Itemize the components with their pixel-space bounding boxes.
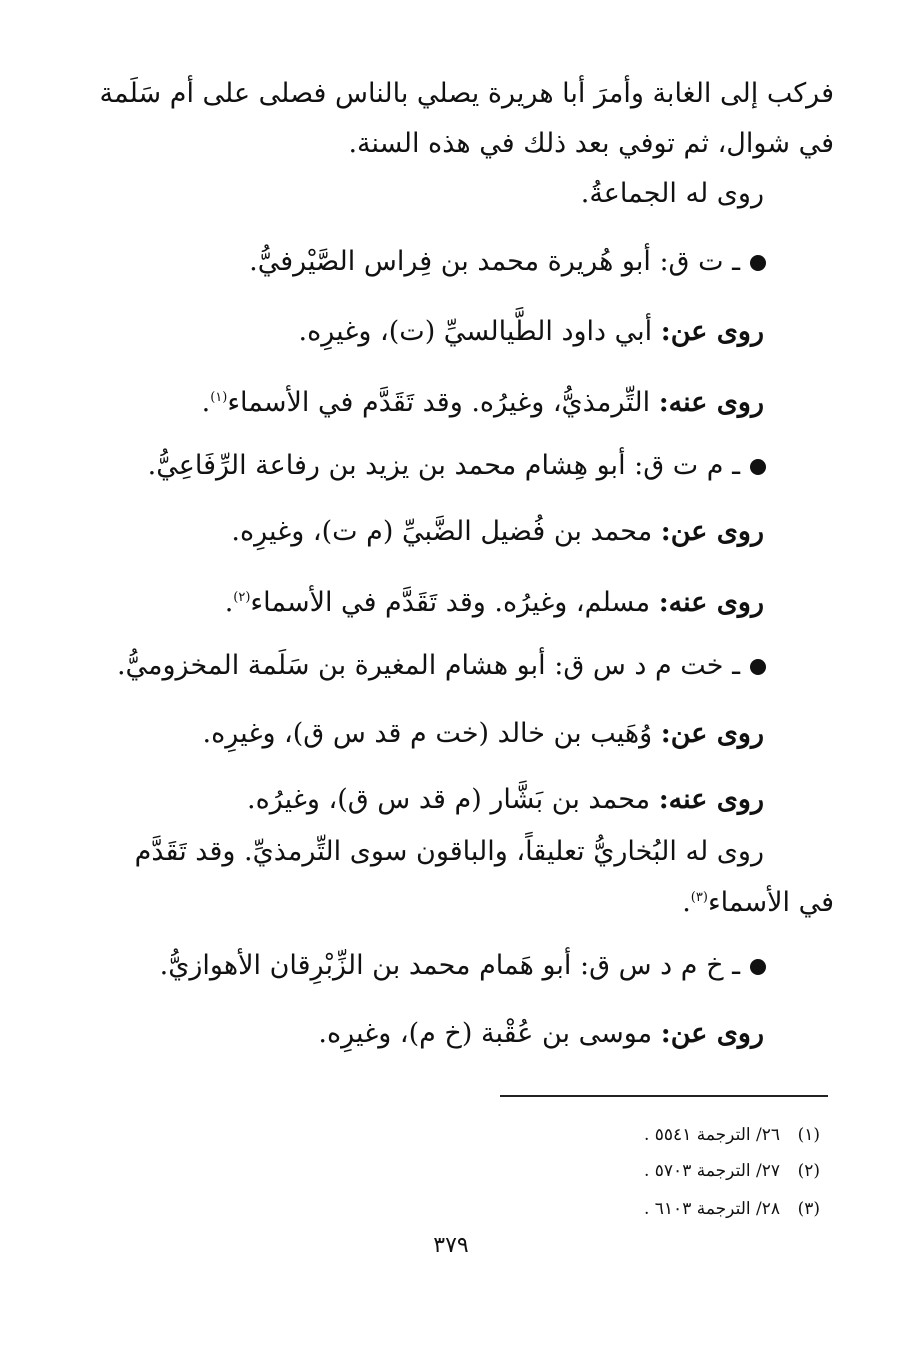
narrated-from-line: روى عن: أبي داود الطَّيالسيِّ (ت)، وغيرِه.: [298, 316, 764, 347]
narrated-from-line: روى عن: وُهَيب بن خالد (خت م قد س ق)، وغيرِه.: [202, 718, 764, 749]
bullet-icon: [750, 459, 766, 475]
entry-heading: ـ خ م د س ق: أبو هَمام محمد بن الزِّبْرِقان الأهوازيُّ.: [160, 948, 766, 984]
text-line: في شوال، ثم توفي بعد ذلك في هذه السنة.: [348, 128, 834, 159]
text-line: روى له الجماعةُ.: [580, 178, 764, 209]
bullet-icon: [750, 255, 766, 271]
bullet-icon: [750, 659, 766, 675]
footnote: (٢)٢٧/ الترجمة ٥٧٠٣ .: [643, 1161, 820, 1181]
footnote-divider: [500, 1095, 828, 1097]
entry-heading: ـ خت م د س ق: أبو هشام المغيرة بن سَلَمة المخزوميُّ.: [117, 648, 766, 684]
text-line: فركب إلى الغابة وأمرَ أبا هريرة يصلي بالناس فصلى على أم سَلَمة: [99, 78, 834, 109]
narrated-by-line: روى عنه: مسلم، وغيرُه. وقد تَقَدَّم في الأسماء$^{(٢)}$.: [224, 587, 764, 618]
text-line: في الأسماء$^{(٣)}$.: [682, 887, 834, 918]
entry-heading: ـ م ت ق: أبو هِشام محمد بن يزيد بن رفاعة الرِّفَاعِيُّ.: [148, 448, 766, 484]
narrated-from-line: روى عن: محمد بن فُضيل الضَّبيِّ (م ت)، وغيرِه.: [231, 516, 764, 547]
footnote-ref: (٢): [233, 590, 251, 605]
narrated-by-line: روى عنه: التِّرمذيُّ، وغيرُه. وقد تَقَدَّم في الأسماء$^{(١)}$.: [201, 387, 764, 418]
footnote-ref: (٣): [690, 890, 708, 905]
narrated-by-line: روى عنه: محمد بن بَشَّار (م قد س ق)، وغيرُه.: [246, 784, 764, 815]
footnote: (١)٢٦/ الترجمة ٥٥٤١ .: [643, 1125, 820, 1145]
text-line: روى له البُخاريُّ تعليقاً، والباقون سوى التِّرمذيِّ. وقد تَقَدَّم: [134, 836, 764, 867]
narrated-from-line: روى عن: موسى بن عُقْبة (خ م)، وغيرِه.: [318, 1018, 764, 1049]
footnote-ref: (١): [210, 390, 228, 405]
page-number: ٣٧٩: [433, 1233, 469, 1258]
footnote: (٣)٢٨/ الترجمة ٦١٠٣ .: [643, 1199, 820, 1219]
entry-heading: ـ ت ق: أبو هُريرة محمد بن فِراس الصَّيْرفيُّ.: [249, 244, 766, 280]
bullet-icon: [750, 959, 766, 975]
